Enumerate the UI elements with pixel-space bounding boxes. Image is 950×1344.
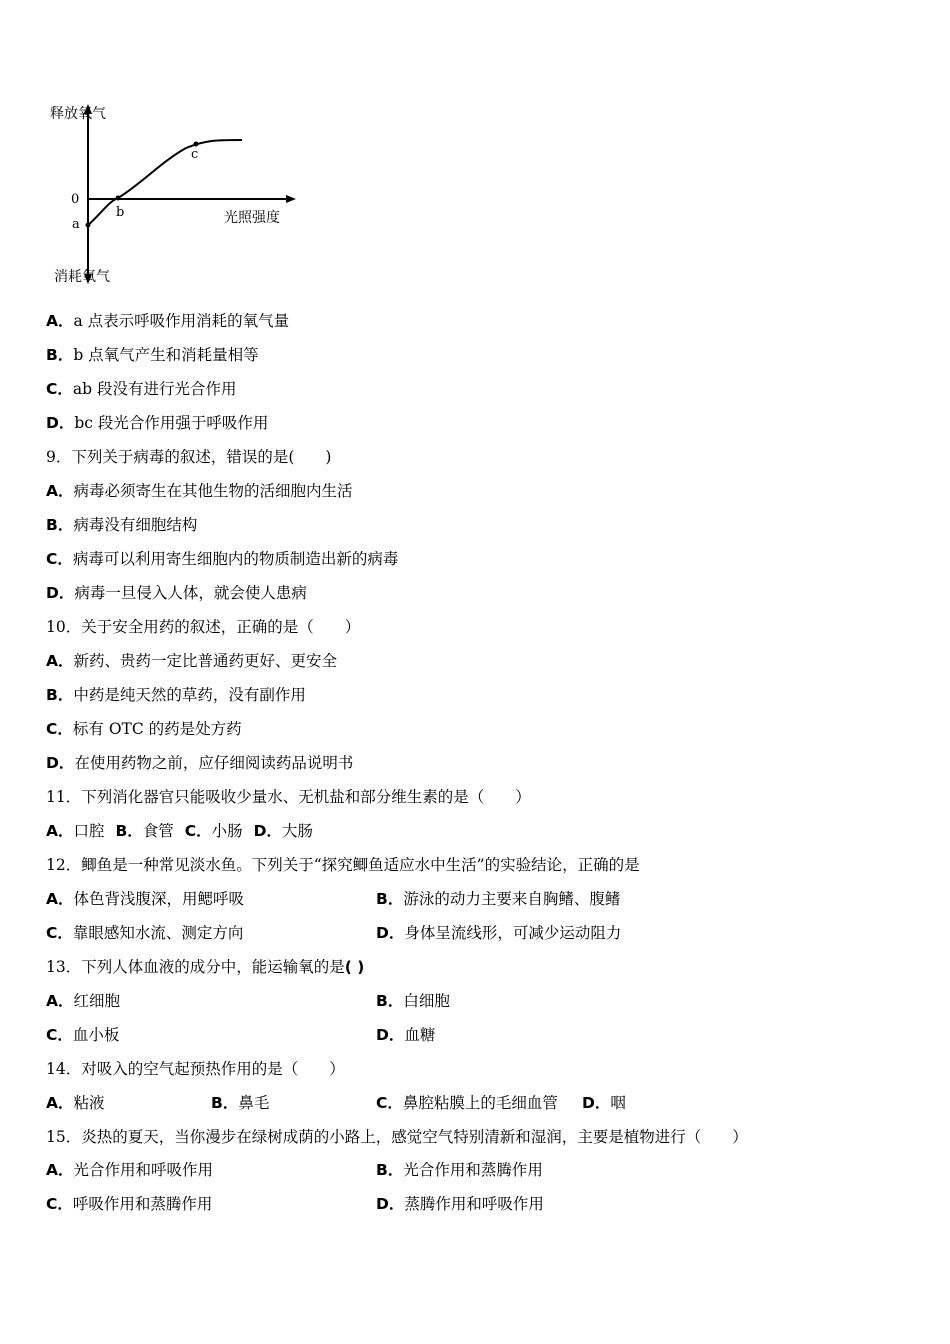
q13-option-a xyxy=(46,984,120,1018)
option-letter: A． xyxy=(46,312,74,330)
option-text: 血小板 xyxy=(72,1026,120,1044)
option-letter: C． xyxy=(376,1094,403,1112)
option-text: 病毒没有细胞结构 xyxy=(73,516,198,534)
q12-option-c xyxy=(46,916,243,950)
q12-option-b xyxy=(376,882,620,916)
option-text: bc 段光合作用强于呼吸作用 xyxy=(74,414,269,432)
point-c-label: c xyxy=(191,147,199,162)
q13-option-d xyxy=(376,1018,435,1052)
option-letter: D． xyxy=(376,1195,405,1213)
q10-option-b xyxy=(46,678,306,712)
option-text: 病毒必须寄生在其他生物的活细胞内生活 xyxy=(73,482,353,500)
option-text: 新药、贵药一定比普通药更好、更安全 xyxy=(73,652,338,670)
option-text: 大肠 xyxy=(281,822,313,840)
q14-option-d xyxy=(582,1086,626,1120)
option-letter: B． xyxy=(115,822,143,840)
option-text: b 点氧气产生和消耗量相等 xyxy=(73,346,259,364)
option-letter: D． xyxy=(253,822,282,840)
q12-stem: 12．鲫鱼是一种常见淡水鱼。下列关于“探究鲫鱼适应水中生活”的实验结论，正确的是 xyxy=(46,856,640,874)
option-letter: C． xyxy=(46,1195,73,1213)
option-letter: C． xyxy=(46,1026,73,1044)
option-letter: C． xyxy=(46,380,73,398)
option-letter: A． xyxy=(46,652,74,670)
option-text: 在使用药物之前，应仔细阅读药品说明书 xyxy=(74,754,354,772)
y-bottom-label: 消耗氧气 xyxy=(54,269,110,285)
point-c-marker xyxy=(194,142,199,147)
point-a-marker xyxy=(86,223,91,228)
q15-option-b xyxy=(376,1153,543,1187)
option-letter: A． xyxy=(46,1161,74,1179)
option-text: 食管 xyxy=(142,822,174,840)
q12-options-row-2 xyxy=(46,916,906,950)
option-text: 咽 xyxy=(610,1094,626,1112)
q15-option-d xyxy=(376,1187,544,1221)
q12-option-d xyxy=(376,916,621,950)
option-letter: C． xyxy=(184,822,212,840)
q14-option-a xyxy=(46,1086,105,1120)
point-b-label: b xyxy=(116,205,125,220)
q15-option-a xyxy=(46,1153,213,1187)
option-text: 身体呈流线形，可减少运动阻力 xyxy=(404,924,622,942)
q14-stem: 14．对吸入的空气起预热作用的是（ ） xyxy=(46,1060,345,1078)
q15-option-c xyxy=(46,1187,212,1221)
option-letter: B． xyxy=(376,1161,404,1179)
q13-stem-paren: ( ) xyxy=(344,958,365,976)
origin-label: 0 xyxy=(71,192,80,207)
q14-options-row xyxy=(46,1086,906,1120)
option-letter: A． xyxy=(46,890,74,908)
option-text: 靠眼感知水流、测定方向 xyxy=(72,924,244,942)
oxygen-light-graph xyxy=(46,100,306,290)
q10-option-d xyxy=(46,746,353,780)
option-letter: C． xyxy=(46,924,73,942)
option-text: 蒸腾作用和呼吸作用 xyxy=(404,1195,544,1213)
q15-options-row-2 xyxy=(46,1187,906,1221)
q10-option-c xyxy=(46,712,242,746)
option-text: 粘液 xyxy=(73,1094,105,1112)
option-text: a 点表示呼吸作用消耗的氧气量 xyxy=(73,312,290,330)
option-letter: A． xyxy=(46,822,74,840)
option-text: ab 段没有进行光合作用 xyxy=(72,380,237,398)
option-letter: B． xyxy=(376,992,404,1010)
option-text: 光合作用和呼吸作用 xyxy=(73,1161,214,1179)
q8-option-b xyxy=(46,338,259,372)
option-text: 红细胞 xyxy=(73,992,121,1010)
q8-option-a xyxy=(46,304,289,338)
oxygen-curve xyxy=(88,140,242,225)
point-b-marker xyxy=(116,196,121,201)
q11-options-row xyxy=(46,814,313,848)
q13-options-row-1 xyxy=(46,984,906,1018)
option-letter: C． xyxy=(46,720,73,738)
q9-option-c xyxy=(46,542,398,576)
option-letter: D． xyxy=(582,1094,611,1112)
option-text: 小肠 xyxy=(211,822,243,840)
q8-option-c xyxy=(46,372,236,406)
q13-options-row-2 xyxy=(46,1018,906,1052)
q13-stem-text: 13．下列人体血液的成分中，能运输氧的是 xyxy=(46,958,345,976)
option-text: 白细胞 xyxy=(403,992,450,1010)
q9-option-b xyxy=(46,508,197,542)
option-letter: D． xyxy=(376,924,405,942)
q13-option-b xyxy=(376,984,450,1018)
q9-option-d xyxy=(46,576,307,610)
option-letter: A． xyxy=(46,482,74,500)
option-letter: B． xyxy=(46,686,74,704)
q15-options-row-1 xyxy=(46,1153,906,1187)
option-text: 标有 OTC 的药是处方药 xyxy=(72,720,242,738)
q11-stem: 11．下列消化器官只能吸收少量水、无机盐和部分维生素的是（ ） xyxy=(46,788,531,806)
option-letter: B． xyxy=(376,890,404,908)
option-text: 病毒一旦侵入人体，就会使人患病 xyxy=(74,584,307,602)
q10-option-a xyxy=(46,644,337,678)
option-text: 中药是纯天然的草药，没有副作用 xyxy=(73,686,306,704)
option-letter: D． xyxy=(46,754,75,772)
option-text: 体色背浅腹深，用鳃呼吸 xyxy=(73,890,245,908)
x-axis-label: 光照强度 xyxy=(224,210,280,226)
option-letter: D． xyxy=(46,414,75,432)
option-text: 鼻腔粘膜上的毛细血管 xyxy=(402,1094,558,1112)
option-text: 呼吸作用和蒸腾作用 xyxy=(72,1195,213,1213)
option-letter: A． xyxy=(46,992,74,1010)
q15-stem: 15．炎热的夏天，当你漫步在绿树成荫的小路上，感觉空气特别清新和湿润，主要是植物进行（ ） xyxy=(46,1128,748,1146)
q13-stem xyxy=(46,950,364,984)
option-letter: B． xyxy=(46,346,74,364)
option-text: 光合作用和蒸腾作用 xyxy=(403,1161,543,1179)
option-text: 病毒可以利用寄生细胞内的物质制造出新的病毒 xyxy=(72,550,399,568)
q9-stem: 9．下列关于病毒的叙述，错误的是( ) xyxy=(46,448,332,466)
q9-option-a xyxy=(46,474,353,508)
option-text: 血糖 xyxy=(404,1026,436,1044)
q10-stem: 10．关于安全用药的叙述，正确的是（ ） xyxy=(46,618,361,636)
option-text: 口腔 xyxy=(73,822,105,840)
option-letter: B． xyxy=(46,516,74,534)
q12-options-row-1 xyxy=(46,882,906,916)
option-letter: D． xyxy=(46,584,75,602)
option-letter: A． xyxy=(46,1094,74,1112)
q8-option-d xyxy=(46,406,268,440)
option-text: 鼻毛 xyxy=(238,1094,270,1112)
q14-option-b xyxy=(211,1086,269,1120)
q13-option-c xyxy=(46,1018,119,1052)
option-letter: D． xyxy=(376,1026,405,1044)
option-letter: C． xyxy=(46,550,73,568)
x-axis-arrow xyxy=(286,195,296,203)
q14-option-c xyxy=(376,1086,558,1120)
option-text: 游泳的动力主要来自胸鳍、腹鳍 xyxy=(403,890,621,908)
q12-option-a xyxy=(46,882,244,916)
point-a-label: a xyxy=(72,217,80,232)
option-letter: B． xyxy=(211,1094,239,1112)
y-top-label: 释放氧气 xyxy=(50,106,106,122)
